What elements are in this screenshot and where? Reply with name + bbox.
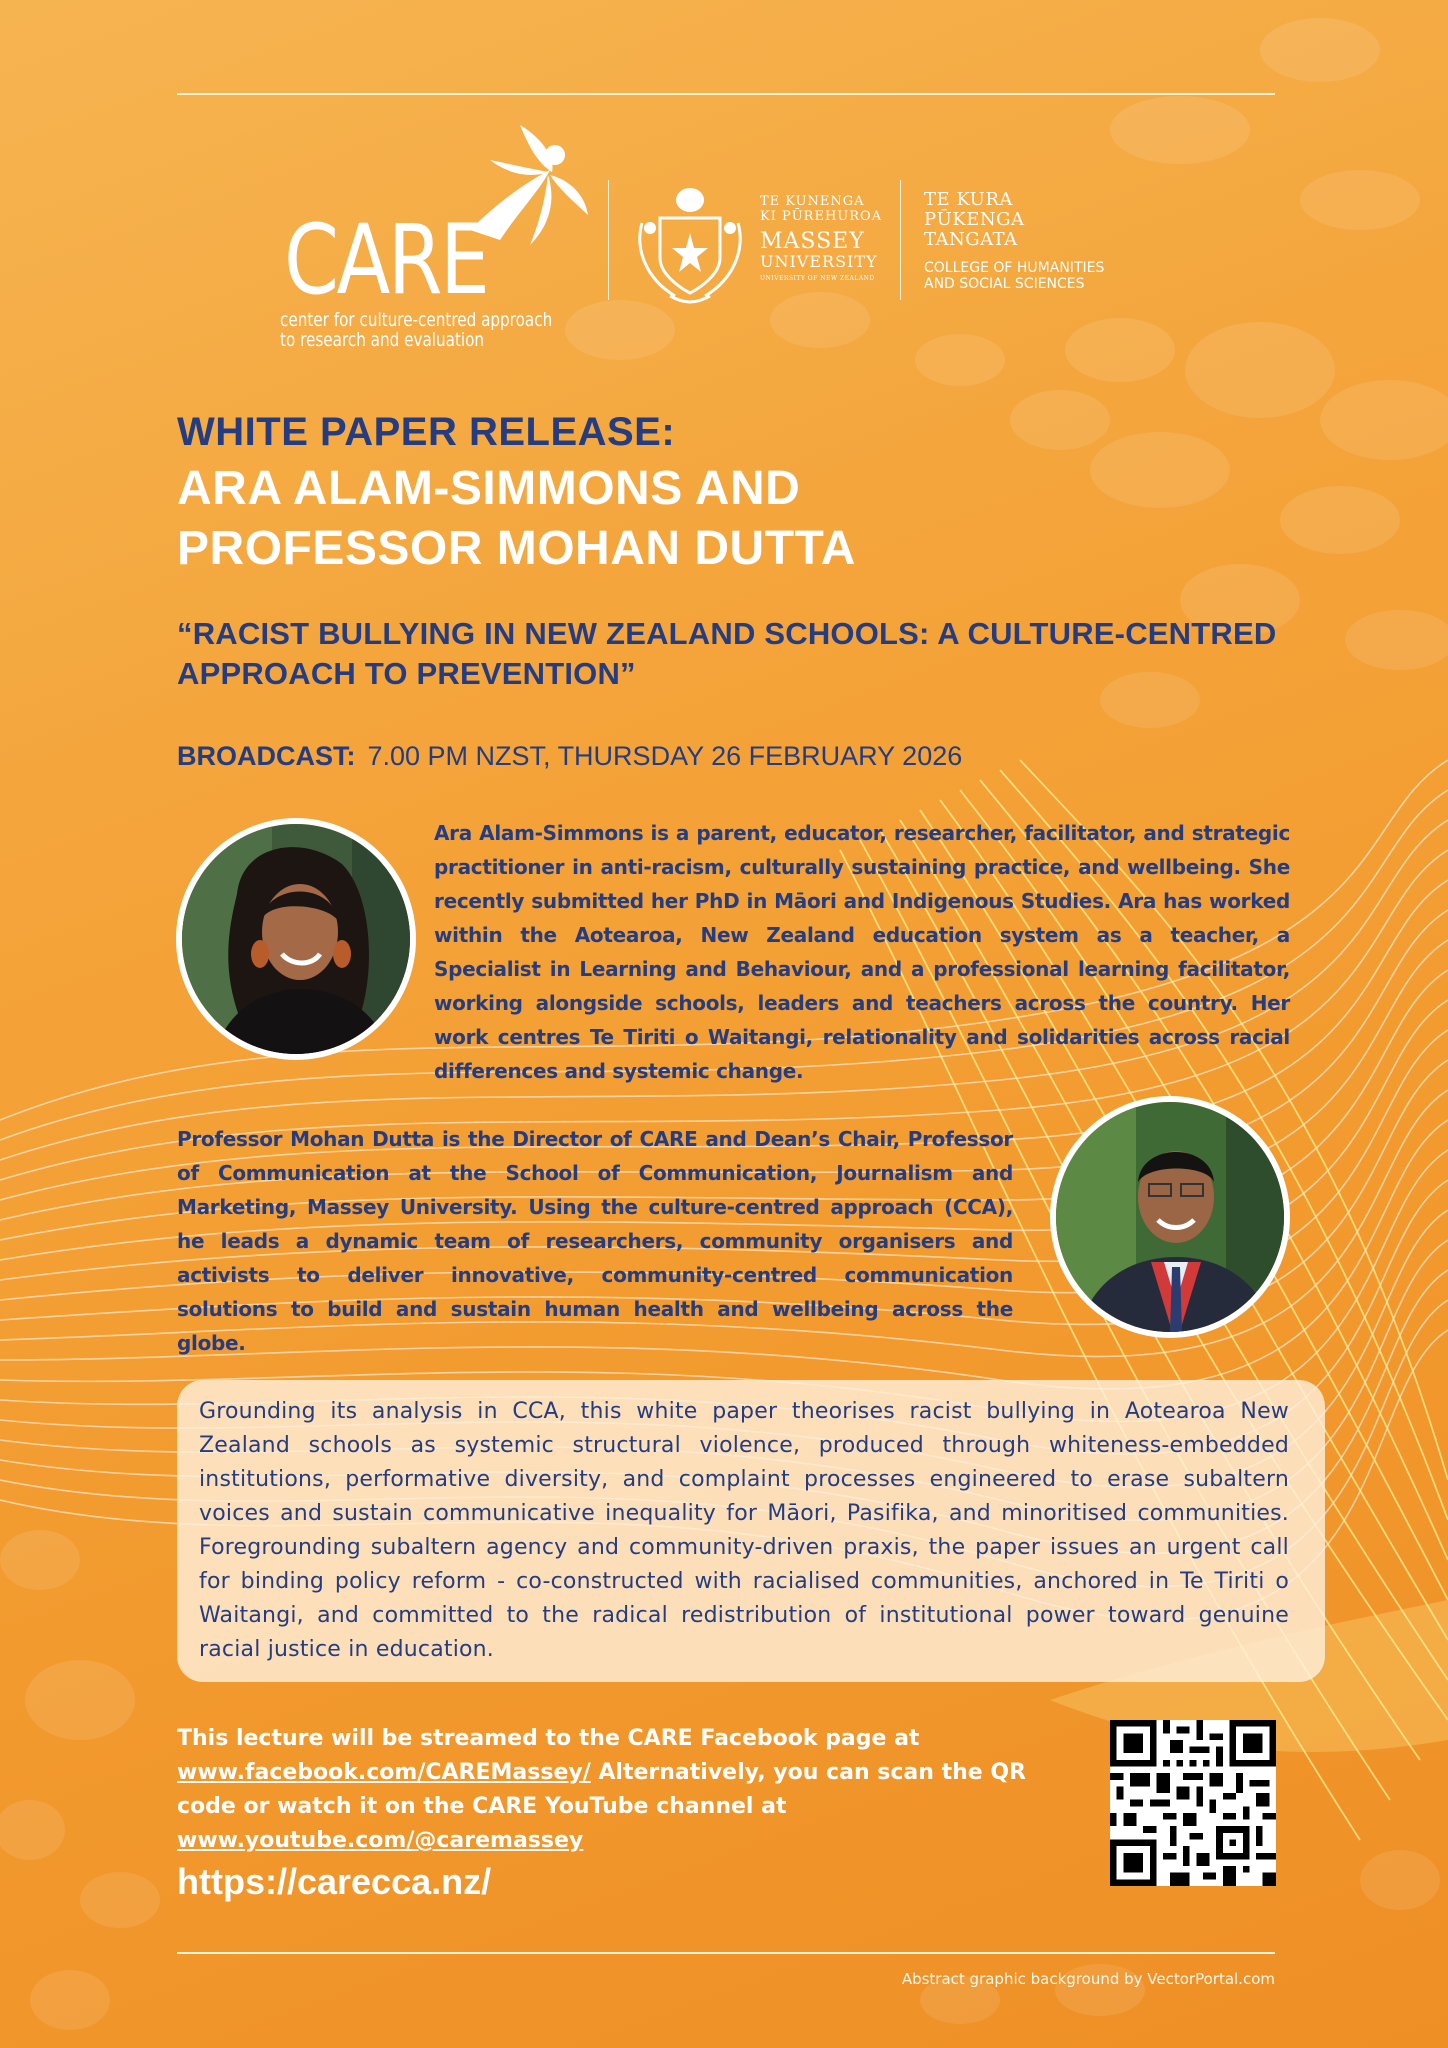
facebook-link[interactable]: www.facebook.com/CAREMassey/ (177, 1760, 591, 1785)
broadcast-value: 7.00 PM NZST, THURSDAY 26 FEBRUARY 2026 (367, 741, 963, 771)
website-link[interactable]: https://carecca.nz/ (177, 1861, 492, 1902)
broadcast-label: BROADCAST: (177, 741, 356, 771)
abstract-text: Grounding its analysis in CCA, this white paper theorises racist bullying in Aotearoa New Zealand schools as systemic structural violence, produced through whiteness-embedded institutions, performative diversity, and complaint processes engineered to erase subaltern voices and sustain communicative inequality for Māori, Pasifika, and minoritised communities. Foregrounding subaltern agency and community-driven praxis, the paper issues an urgent call for binding policy reform - co-constructed with racialised communities, anchored in Te Tiriti o Waitangi, and committed to the radical redistribution of institutional power toward genuine racial justice in education. (199, 1399, 1289, 1662)
care-subtitle-line2: to research and evaluation (280, 329, 485, 351)
massey-line2: KI PŪREHUROA (760, 209, 883, 224)
college-line4: COLLEGE OF HUMANITIES (924, 260, 1105, 276)
background-credit: Abstract graphic background by VectorPortal.com (901, 1970, 1275, 1988)
qr-code-icon[interactable] (1110, 1720, 1276, 1886)
logo-row (280, 120, 1180, 360)
massey-line3: MASSEY (760, 229, 865, 254)
mohan-photo (1050, 1096, 1290, 1338)
abstract-panel (177, 1380, 1325, 1682)
mohan-bio: Professor Mohan Dutta is the Director of CARE and Dean’s Chair, Professor of Communication at the School of Communication, Journalism and Marketing, Massey University. Using the culture-centred approach (CCA), he leads a dynamic team of researchers, community organisers and activists to deliver innovative, community-centred communication solutions to build and sustain human health and wellbeing across the globe. (177, 1127, 1013, 1355)
logo-divider (608, 180, 609, 300)
massey-crest-icon (630, 178, 750, 308)
stream-text-2: Alternatively, you can scan the QR code or watch it on the CARE YouTube channel at (177, 1760, 1026, 1819)
massey-line1: TE KUNENGA (760, 194, 865, 209)
college-line5: AND SOCIAL SCIENCES (924, 276, 1085, 292)
top-rule (177, 93, 1275, 95)
youtube-link[interactable]: www.youtube.com/@caremassey (177, 1828, 584, 1853)
bottom-rule (177, 1952, 1275, 1954)
headline-speaker-1: ARA ALAM-SIMMONS AND (177, 462, 801, 515)
stream-info (177, 1722, 1067, 1858)
massey-tiny: UNIVERSITY OF NEW ZEALAND (760, 275, 875, 282)
massey-logo-text (760, 194, 882, 282)
logo-divider-2 (900, 180, 901, 300)
college-line2: PŪKENGA (924, 209, 1025, 230)
care-subtitle (280, 310, 552, 350)
broadcast-info (177, 738, 962, 774)
headline-release: WHITE PAPER RELEASE: (177, 410, 676, 454)
massey-line4: UNIVERSITY (760, 252, 878, 271)
stream-text-1: This lecture will be streamed to the CARE Facebook page at (177, 1726, 920, 1751)
college-line1: TE KURA (924, 189, 1013, 210)
care-logo-text: CARE (284, 204, 488, 316)
ara-photo (176, 818, 416, 1060)
headline (177, 405, 1277, 579)
headline-speaker-2: PROFESSOR MOHAN DUTTA (177, 522, 856, 575)
college-line3: TANGATA (924, 229, 1018, 250)
care-subtitle-line1: center for culture-centred approach (280, 309, 553, 331)
college-logo-text (924, 190, 1104, 292)
ara-bio: Ara Alam-Simmons is a parent, educator, researcher, facilitator, and strategic practitioner in anti-racism, culturally sustaining practice, and wellbeing. She recently submitted her PhD in Māori and Indigenous Studies. Ara has worked within the Aotearoa, New Zealand education system as a teacher, a Specialist in Learning and Behaviour, and a professional learning facilitator, working alongside schools, leaders and teachers across the country. Her work centres Te Tiriti o Waitangi, relationality and solidarities across racial differences and systemic change. (434, 821, 1290, 1083)
paper-title: “RACIST BULLYING IN NEW ZEALAND SCHOOLS: A CULTURE-CENTRED APPROACH TO PREVENTION” (177, 616, 1277, 691)
